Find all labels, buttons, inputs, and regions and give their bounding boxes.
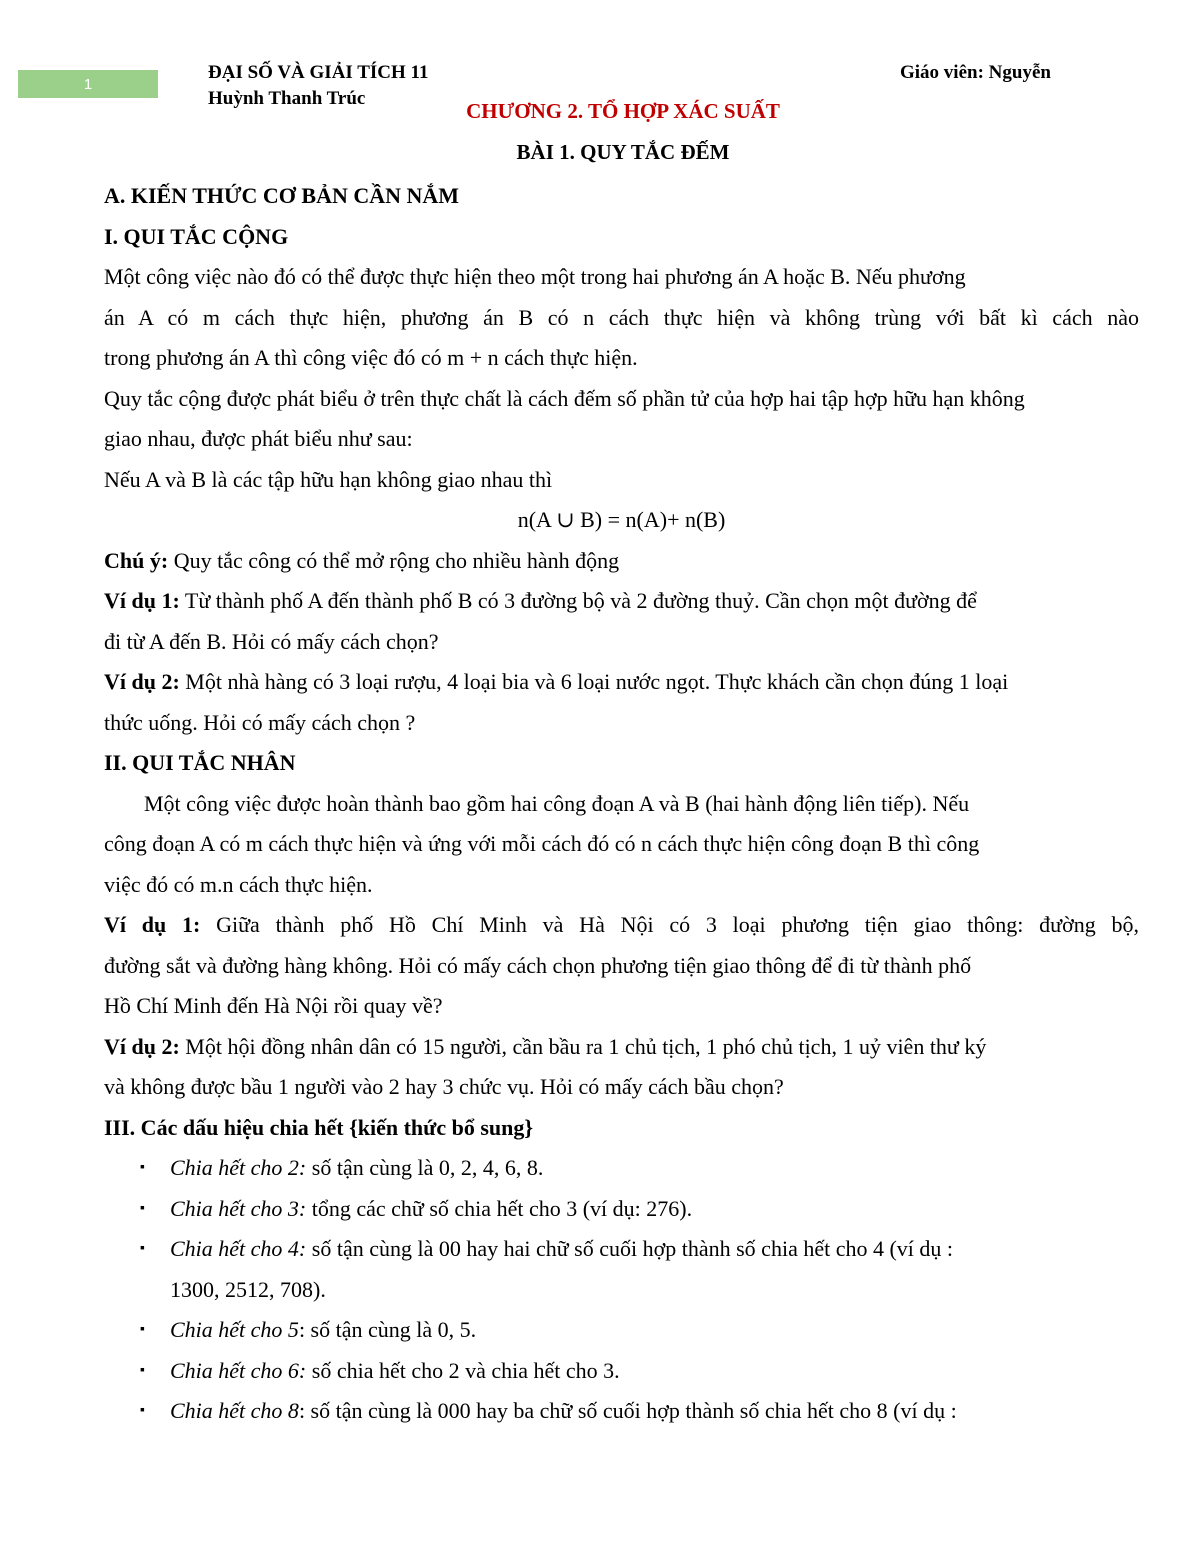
list-item (104, 1391, 1139, 1432)
rule-text: số chia hết cho 2 và chia hết cho 3. (306, 1357, 620, 1383)
document-body (104, 176, 1139, 1432)
paragraph-line: giao nhau, được phát biểu như sau: (104, 426, 413, 451)
union-formula: n(A ∪ B) = n(A)+ n(B) (517, 507, 726, 532)
rule-text: số tận cùng là 00 hay hai chữ số cuối hợp thành số chia hết cho 4 (ví dụ : (306, 1236, 954, 1261)
bullet-icon: ▪ (140, 1322, 145, 1337)
example-line: thức uống. Hỏi có mấy cách chọn ? (104, 709, 416, 735)
example-line: đường sắt và đường hàng không. Hỏi có mấy cách chọn phương tiện giao thông để đi từ thành phố (104, 952, 972, 978)
bullet-icon: ▪ (140, 1362, 145, 1378)
example-label: Ví dụ 1: (104, 912, 201, 937)
rule-label: Chia hết cho 2: (170, 1155, 307, 1180)
paragraph-line: Một công việc được hoàn thành bao gồm hai công đoạn A và B (hai hành động liên tiếp). Nếu (144, 790, 970, 816)
rule-label: Chia hết cho 8 (170, 1398, 299, 1423)
rule-text: tổng các chữ số chia hết cho 3 (ví dụ: 276). (306, 1195, 693, 1221)
list-item (104, 1189, 1139, 1230)
example-label: Ví dụ 1: (104, 588, 180, 613)
note-line (104, 541, 1139, 582)
example-line (104, 905, 1139, 946)
header-teacher-label: Giáo viên: Nguyễn (900, 62, 1051, 83)
paragraph-line: việc đó có m.n cách thực hiện. (104, 871, 373, 897)
list-item-continuation: 1300, 2512, 708). (170, 1276, 326, 1302)
example-text: Giữa thành phố Hồ Chí Minh và Hà Nội có 3 loại phương tiện giao thông: đường bộ, (200, 912, 1139, 937)
rule-label: Chia hết cho 6: (170, 1357, 307, 1383)
paragraph-line: Một công việc nào đó có thể được thực hiện theo một trong hai phương án A hoặc B. Nếu phương (104, 264, 966, 289)
section-a-heading: A. KIẾN THỨC CƠ BẢN CẦN NẮM (104, 183, 460, 208)
paragraph-line: án A có m cách thực hiện, phương án B có n cách thực hiện và không trùng với bất kì cách nào (104, 304, 1139, 330)
example-text: Từ thành phố A đến thành phố B có 3 đường bộ và 2 đường thuỷ. Cần chọn một đường để (179, 588, 977, 613)
example-line (104, 662, 1139, 703)
rule-text: : số tận cùng là 000 hay ba chữ số cuối hợp thành số chia hết cho 8 (ví dụ : (298, 1398, 957, 1423)
example-text: Một nhà hàng có 3 loại rượu, 4 loại bia và 6 loại nước ngọt. Thực khách cần chọn đúng 1 loại (179, 669, 1009, 694)
bullet-icon: ▪ (140, 1160, 145, 1175)
example-line: Hồ Chí Minh đến Hà Nội rồi quay về? (104, 993, 443, 1018)
rule-mul-heading: II. QUI TẮC NHÂN (104, 750, 296, 775)
rule-text: số tận cùng là 0, 2, 4, 6, 8. (306, 1155, 544, 1180)
divisibility-heading: III. Các dấu hiệu chia hết {kiến thức bổ sung} (104, 1114, 534, 1140)
example-label: Ví dụ 2: (104, 1033, 180, 1059)
bullet-icon: ▪ (140, 1200, 145, 1216)
rule-add-heading: I. QUI TẮC CỘNG (104, 223, 289, 249)
bullet-icon: ▪ (140, 1241, 145, 1256)
header-subject: ĐẠI SỐ VÀ GIẢI TÍCH 11 (208, 62, 429, 83)
page-number-badge: 1 (18, 70, 158, 98)
paragraph-line: Quy tắc cộng được phát biểu ở trên thực chất là cách đếm số phần tử của hợp hai tập hợp hữu hạn không (104, 385, 1025, 411)
example-label: Ví dụ 2: (104, 669, 180, 694)
example-line: và không được bầu 1 người vào 2 hay 3 chức vụ. Hỏi có mấy cách bầu chọn? (104, 1074, 784, 1099)
list-item (104, 1310, 1139, 1351)
rule-label: Chia hết cho 4: (170, 1236, 307, 1261)
rule-label: Chia hết cho 3: (170, 1195, 307, 1221)
list-item (104, 1351, 1139, 1392)
paragraph-line: trong phương án A thì công việc đó có m + n cách thực hiện. (104, 345, 638, 370)
example-text: Một hội đồng nhân dân có 15 người, cần bầu ra 1 chủ tịch, 1 phó chủ tịch, 1 uỷ viên thư ký (179, 1033, 987, 1059)
example-line (104, 1027, 1139, 1068)
example-line: đi từ A đến B. Hỏi có mấy cách chọn? (104, 628, 439, 654)
rule-label: Chia hết cho 5 (170, 1317, 299, 1342)
note-text: Quy tắc công có thể mở rộng cho nhiều hành động (168, 547, 620, 573)
list-item (104, 1148, 1139, 1189)
lesson-title: BÀI 1. QUY TẮC ĐẾM (516, 140, 730, 164)
list-item (104, 1229, 1139, 1270)
bullet-icon: ▪ (140, 1403, 145, 1418)
example-line (104, 581, 1139, 622)
rule-text: : số tận cùng là 0, 5. (298, 1317, 477, 1342)
note-label: Chú ý: (104, 547, 169, 573)
header-teacher-name: Huỳnh Thanh Trúc (208, 88, 366, 109)
paragraph-line: Nếu A và B là các tập hữu hạn không giao nhau thì (104, 466, 553, 492)
paragraph-line: công đoạn A có m cách thực hiện và ứng với mỗi cách đó có n cách thực hiện công đoạn B thì công (104, 831, 980, 856)
chapter-title: CHƯƠNG 2. TỔ HỢP XÁC SUẤT (466, 99, 780, 123)
